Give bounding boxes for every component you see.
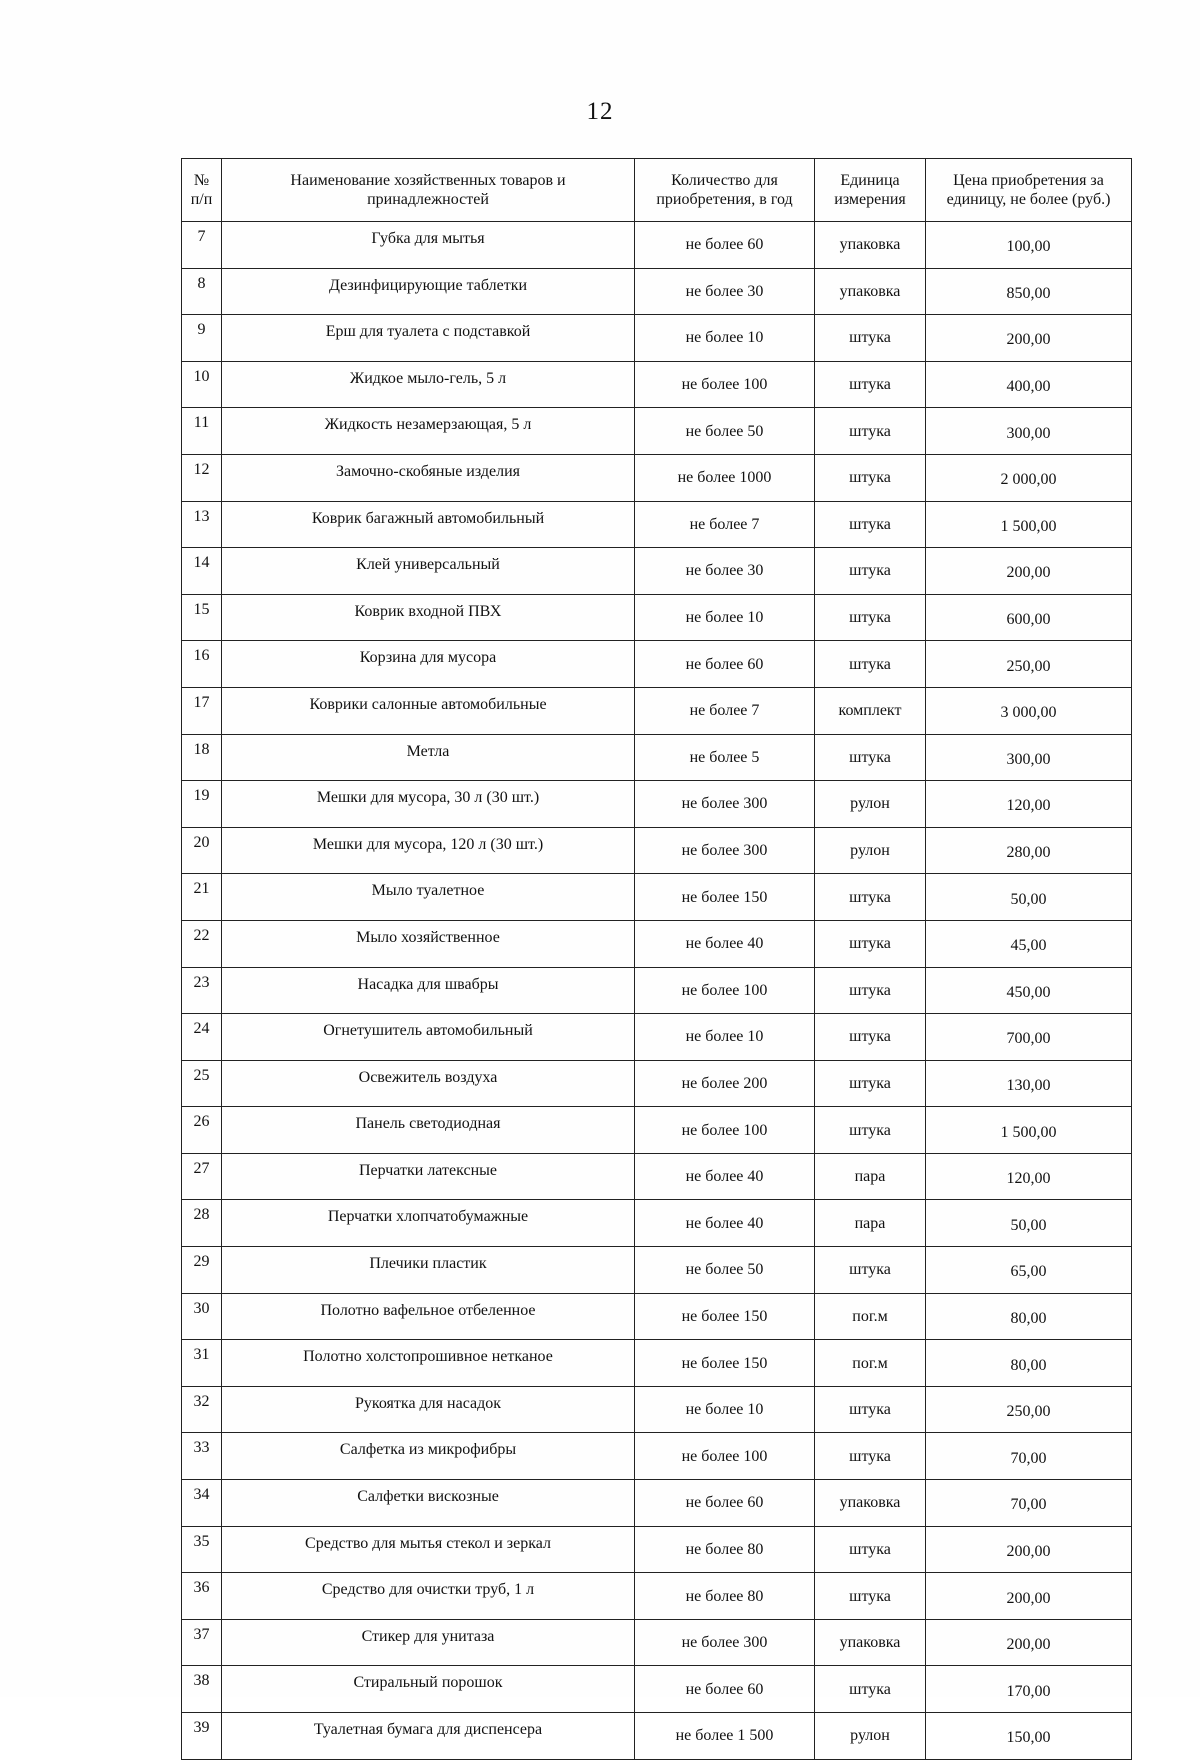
cell-name: Панель светодиодная <box>222 1107 635 1154</box>
cell-unit: пара <box>815 1153 926 1200</box>
cell-unit: штука <box>815 1247 926 1294</box>
cell-name: Замочно-скобяные изделия <box>222 454 635 501</box>
table-row <box>182 1480 1132 1527</box>
cell-num: 34 <box>182 1480 222 1527</box>
cell-quantity: не более 150 <box>635 1340 815 1387</box>
table-row <box>182 1340 1132 1387</box>
cell-unit: штука <box>815 1433 926 1480</box>
cell-quantity: не более 100 <box>635 1433 815 1480</box>
cell-price: 850,00 <box>926 268 1132 315</box>
cell-quantity: не более 60 <box>635 1666 815 1713</box>
cell-quantity: не более 50 <box>635 408 815 455</box>
cell-num: 38 <box>182 1666 222 1713</box>
cell-unit: штука <box>815 1060 926 1107</box>
cell-price: 200,00 <box>926 1619 1132 1666</box>
table-row <box>182 222 1132 269</box>
goods-table <box>181 158 1132 1760</box>
cell-quantity: не более 150 <box>635 1293 815 1340</box>
cell-price: 70,00 <box>926 1433 1132 1480</box>
cell-unit: рулон <box>815 827 926 874</box>
table-row <box>182 1293 1132 1340</box>
table-row <box>182 781 1132 828</box>
table-row <box>182 734 1132 781</box>
cell-price: 150,00 <box>926 1713 1132 1760</box>
table-row <box>182 1619 1132 1666</box>
cell-name: Ерш для туалета с подставкой <box>222 315 635 362</box>
cell-name: Средство для мытья стекол и зеркал <box>222 1526 635 1573</box>
cell-unit: штука <box>815 548 926 595</box>
cell-unit: штука <box>815 641 926 688</box>
cell-price: 80,00 <box>926 1293 1132 1340</box>
cell-num: 8 <box>182 268 222 315</box>
cell-num: 12 <box>182 454 222 501</box>
cell-unit: штука <box>815 874 926 921</box>
table-row <box>182 1107 1132 1154</box>
table-row <box>182 1433 1132 1480</box>
cell-unit: упаковка <box>815 268 926 315</box>
cell-price: 65,00 <box>926 1247 1132 1294</box>
cell-num: 27 <box>182 1153 222 1200</box>
header-price: Цена приобретения за единицу, не более (руб.) <box>926 159 1132 222</box>
page-number: 12 <box>586 98 614 125</box>
cell-quantity: не более 1 500 <box>635 1713 815 1760</box>
cell-quantity: не более 7 <box>635 501 815 548</box>
cell-name: Освежитель воздуха <box>222 1060 635 1107</box>
table-row <box>182 1060 1132 1107</box>
cell-quantity: не более 10 <box>635 315 815 362</box>
cell-name: Средство для очистки труб, 1 л <box>222 1573 635 1620</box>
cell-unit: упаковка <box>815 222 926 269</box>
cell-name: Мыло туалетное <box>222 874 635 921</box>
cell-num: 18 <box>182 734 222 781</box>
cell-price: 100,00 <box>926 222 1132 269</box>
table-row <box>182 501 1132 548</box>
cell-num: 31 <box>182 1340 222 1387</box>
cell-unit: штука <box>815 1666 926 1713</box>
table-row <box>182 268 1132 315</box>
cell-name: Коврики салонные автомобильные <box>222 687 635 734</box>
cell-name: Туалетная бумага для диспенсера <box>222 1713 635 1760</box>
cell-unit: комплект <box>815 687 926 734</box>
cell-unit: штука <box>815 1573 926 1620</box>
header-row <box>182 159 1132 222</box>
cell-unit: штука <box>815 454 926 501</box>
cell-price: 200,00 <box>926 1526 1132 1573</box>
cell-name: Мыло хозяйственное <box>222 920 635 967</box>
table-row <box>182 315 1132 362</box>
table-row <box>182 967 1132 1014</box>
cell-name: Стикер для унитаза <box>222 1619 635 1666</box>
cell-quantity: не более 40 <box>635 1153 815 1200</box>
cell-quantity: не более 200 <box>635 1060 815 1107</box>
cell-price: 250,00 <box>926 641 1132 688</box>
cell-num: 35 <box>182 1526 222 1573</box>
cell-price: 170,00 <box>926 1666 1132 1713</box>
cell-quantity: не более 60 <box>635 1480 815 1527</box>
cell-num: 16 <box>182 641 222 688</box>
cell-num: 32 <box>182 1386 222 1433</box>
header-name: Наименование хозяйственных товаров и принадлежностей <box>222 159 635 222</box>
table-row <box>182 1247 1132 1294</box>
cell-unit: рулон <box>815 781 926 828</box>
cell-unit: штука <box>815 594 926 641</box>
cell-quantity: не более 80 <box>635 1526 815 1573</box>
cell-quantity: не более 10 <box>635 594 815 641</box>
cell-name: Огнетушитель автомобильный <box>222 1014 635 1061</box>
cell-unit: штука <box>815 1014 926 1061</box>
cell-num: 39 <box>182 1713 222 1760</box>
cell-price: 50,00 <box>926 874 1132 921</box>
table-body <box>182 222 1132 1760</box>
cell-name: Коврик багажный автомобильный <box>222 501 635 548</box>
cell-unit: штука <box>815 920 926 967</box>
cell-name: Дезинфицирующие таблетки <box>222 268 635 315</box>
cell-price: 120,00 <box>926 1153 1132 1200</box>
cell-name: Рукоятка для насадок <box>222 1386 635 1433</box>
cell-num: 7 <box>182 222 222 269</box>
cell-price: 200,00 <box>926 1573 1132 1620</box>
cell-price: 250,00 <box>926 1386 1132 1433</box>
cell-quantity: не более 60 <box>635 641 815 688</box>
cell-quantity: не более 5 <box>635 734 815 781</box>
table-row <box>182 1153 1132 1200</box>
cell-num: 37 <box>182 1619 222 1666</box>
cell-unit: рулон <box>815 1713 926 1760</box>
cell-num: 21 <box>182 874 222 921</box>
cell-quantity: не более 1000 <box>635 454 815 501</box>
cell-price: 2 000,00 <box>926 454 1132 501</box>
cell-name: Коврик входной ПВХ <box>222 594 635 641</box>
cell-quantity: не более 30 <box>635 548 815 595</box>
table-row <box>182 641 1132 688</box>
cell-price: 700,00 <box>926 1014 1132 1061</box>
cell-unit: штука <box>815 734 926 781</box>
cell-num: 17 <box>182 687 222 734</box>
table-row <box>182 594 1132 641</box>
cell-num: 29 <box>182 1247 222 1294</box>
cell-quantity: не более 150 <box>635 874 815 921</box>
cell-num: 24 <box>182 1014 222 1061</box>
table-row <box>182 687 1132 734</box>
table-row <box>182 920 1132 967</box>
cell-name: Салфетка из микрофибры <box>222 1433 635 1480</box>
table-row <box>182 1200 1132 1247</box>
cell-num: 11 <box>182 408 222 455</box>
cell-unit: пара <box>815 1200 926 1247</box>
cell-price: 450,00 <box>926 967 1132 1014</box>
header-unit: Единица измерения <box>815 159 926 222</box>
cell-quantity: не более 40 <box>635 1200 815 1247</box>
cell-name: Насадка для швабры <box>222 967 635 1014</box>
cell-price: 1 500,00 <box>926 1107 1132 1154</box>
cell-name: Стиральный порошок <box>222 1666 635 1713</box>
header-quantity: Количество для приобретения, в год <box>635 159 815 222</box>
cell-price: 280,00 <box>926 827 1132 874</box>
cell-unit: штука <box>815 408 926 455</box>
table-row <box>182 827 1132 874</box>
cell-quantity: не более 80 <box>635 1573 815 1620</box>
cell-num: 36 <box>182 1573 222 1620</box>
cell-name: Мешки для мусора, 120 л (30 шт.) <box>222 827 635 874</box>
cell-unit: упаковка <box>815 1619 926 1666</box>
cell-quantity: не более 10 <box>635 1386 815 1433</box>
cell-num: 9 <box>182 315 222 362</box>
cell-price: 70,00 <box>926 1480 1132 1527</box>
table-row <box>182 1713 1132 1760</box>
cell-unit: пог.м <box>815 1340 926 1387</box>
table-row <box>182 361 1132 408</box>
cell-price: 1 500,00 <box>926 501 1132 548</box>
cell-price: 45,00 <box>926 920 1132 967</box>
cell-num: 30 <box>182 1293 222 1340</box>
cell-quantity: не более 30 <box>635 268 815 315</box>
cell-num: 19 <box>182 781 222 828</box>
cell-price: 400,00 <box>926 361 1132 408</box>
cell-quantity: не более 300 <box>635 781 815 828</box>
cell-name: Жидкость незамерзающая, 5 л <box>222 408 635 455</box>
cell-unit: штука <box>815 1386 926 1433</box>
cell-name: Клей универсальный <box>222 548 635 595</box>
cell-price: 50,00 <box>926 1200 1132 1247</box>
cell-num: 14 <box>182 548 222 595</box>
cell-price: 3 000,00 <box>926 687 1132 734</box>
cell-num: 15 <box>182 594 222 641</box>
cell-quantity: не более 300 <box>635 827 815 874</box>
table-row <box>182 1526 1132 1573</box>
table-header <box>182 159 1132 222</box>
cell-num: 33 <box>182 1433 222 1480</box>
cell-unit: штука <box>815 1107 926 1154</box>
cell-name: Жидкое мыло-гель, 5 л <box>222 361 635 408</box>
cell-unit: штука <box>815 501 926 548</box>
table-row <box>182 1386 1132 1433</box>
cell-price: 200,00 <box>926 315 1132 362</box>
cell-name: Полотно вафельное отбеленное <box>222 1293 635 1340</box>
table-row <box>182 548 1132 595</box>
cell-name: Корзина для мусора <box>222 641 635 688</box>
cell-price: 120,00 <box>926 781 1132 828</box>
cell-num: 10 <box>182 361 222 408</box>
cell-unit: штука <box>815 361 926 408</box>
cell-num: 26 <box>182 1107 222 1154</box>
cell-quantity: не более 50 <box>635 1247 815 1294</box>
cell-unit: штука <box>815 967 926 1014</box>
cell-name: Перчатки хлопчатобумажные <box>222 1200 635 1247</box>
cell-name: Губка для мытья <box>222 222 635 269</box>
table-row <box>182 408 1132 455</box>
cell-name: Метла <box>222 734 635 781</box>
cell-unit: пог.м <box>815 1293 926 1340</box>
cell-name: Перчатки латексные <box>222 1153 635 1200</box>
cell-price: 300,00 <box>926 734 1132 781</box>
cell-name: Салфетки вискозные <box>222 1480 635 1527</box>
cell-quantity: не более 100 <box>635 967 815 1014</box>
table-row <box>182 1666 1132 1713</box>
cell-price: 130,00 <box>926 1060 1132 1107</box>
cell-name: Полотно холстопрошивное нетканое <box>222 1340 635 1387</box>
cell-num: 22 <box>182 920 222 967</box>
cell-unit: штука <box>815 315 926 362</box>
cell-num: 25 <box>182 1060 222 1107</box>
cell-price: 80,00 <box>926 1340 1132 1387</box>
cell-name: Плечики пластик <box>222 1247 635 1294</box>
table-row <box>182 1014 1132 1061</box>
cell-price: 600,00 <box>926 594 1132 641</box>
cell-unit: штука <box>815 1526 926 1573</box>
cell-quantity: не более 100 <box>635 1107 815 1154</box>
cell-num: 13 <box>182 501 222 548</box>
header-num: № п/п <box>182 159 222 222</box>
cell-quantity: не более 60 <box>635 222 815 269</box>
cell-num: 20 <box>182 827 222 874</box>
cell-num: 28 <box>182 1200 222 1247</box>
cell-price: 200,00 <box>926 548 1132 595</box>
cell-num: 23 <box>182 967 222 1014</box>
cell-quantity: не более 10 <box>635 1014 815 1061</box>
cell-name: Мешки для мусора, 30 л (30 шт.) <box>222 781 635 828</box>
cell-price: 300,00 <box>926 408 1132 455</box>
cell-quantity: не более 40 <box>635 920 815 967</box>
cell-quantity: не более 7 <box>635 687 815 734</box>
table-row <box>182 1573 1132 1620</box>
table-row <box>182 874 1132 921</box>
cell-quantity: не более 300 <box>635 1619 815 1666</box>
cell-quantity: не более 100 <box>635 361 815 408</box>
table-row <box>182 454 1132 501</box>
cell-unit: упаковка <box>815 1480 926 1527</box>
